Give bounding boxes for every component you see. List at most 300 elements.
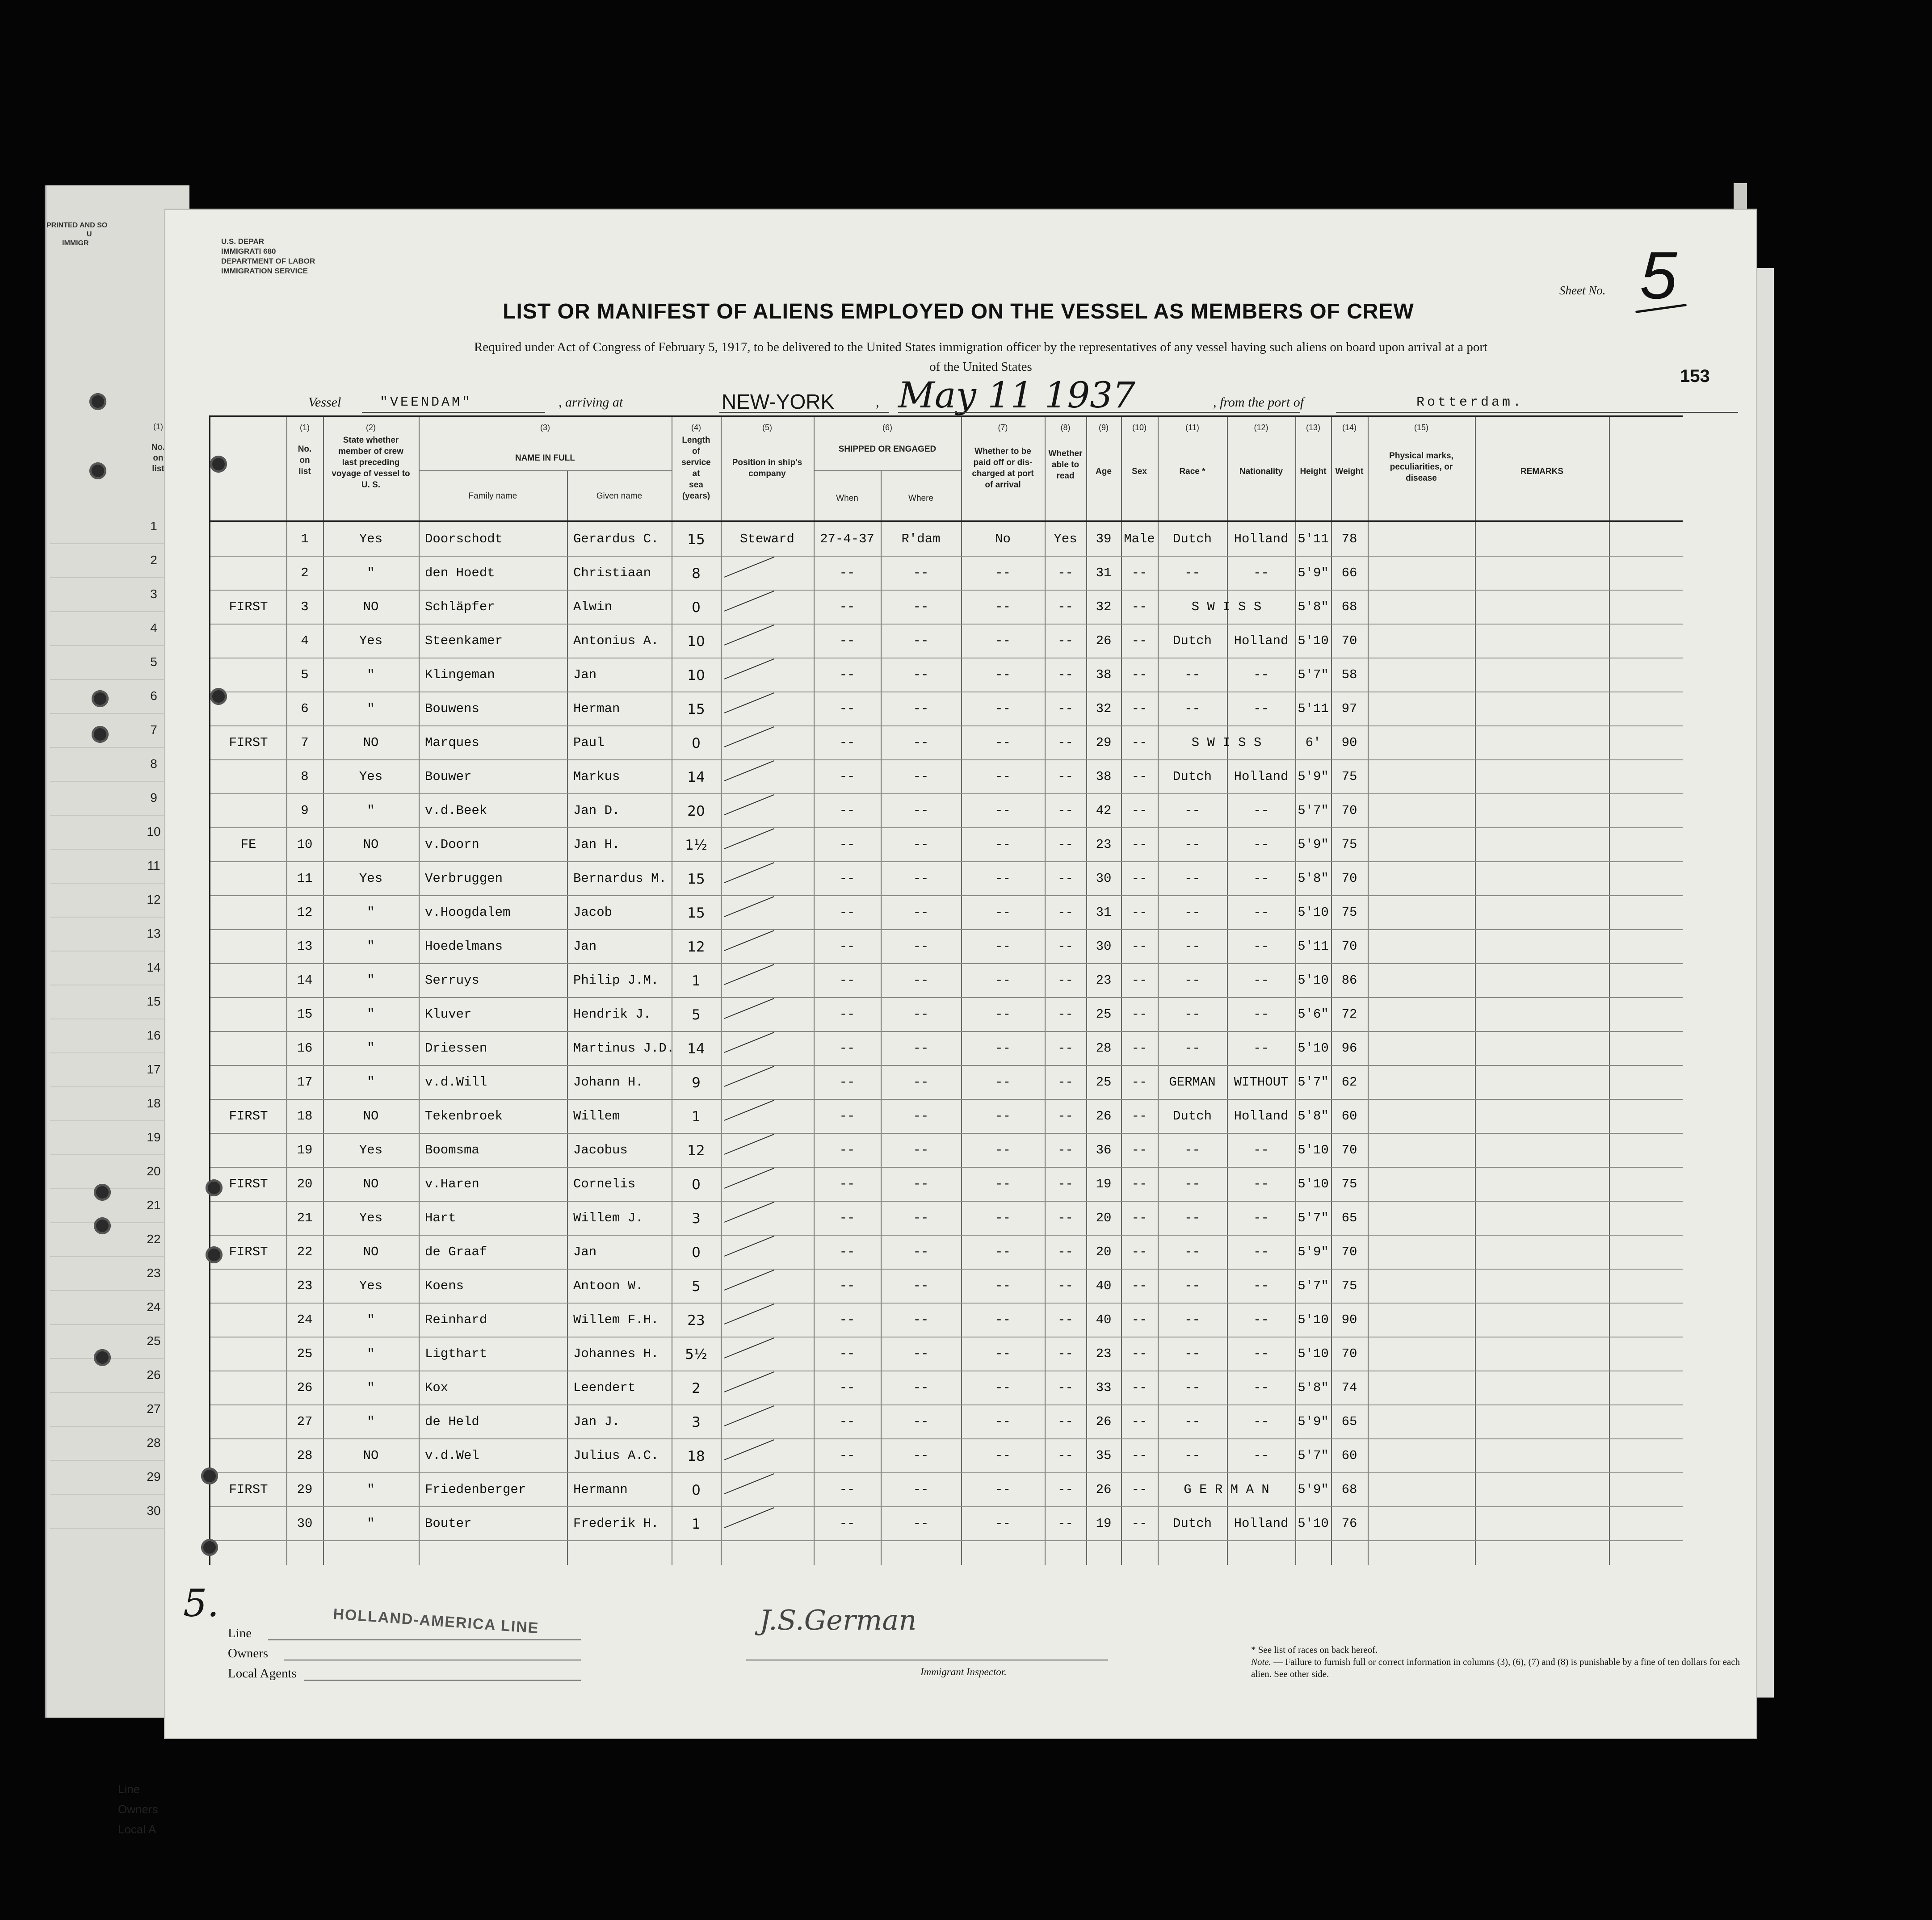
col-nationality: Nationality (1239, 467, 1283, 476)
cell-where: -- (913, 939, 929, 954)
cell-given: Cornelis (573, 1177, 636, 1191)
ditto-stroke (724, 1168, 774, 1189)
cell-read: -- (1058, 735, 1073, 750)
cell-ht: 5'10 (1298, 633, 1329, 648)
cell-ht: 5'9" (1298, 769, 1329, 784)
cell-sex: -- (1131, 973, 1147, 988)
cell-age: 40 (1096, 1279, 1112, 1293)
cell-sex: -- (1131, 735, 1147, 750)
cell-svc: 15 (687, 905, 705, 921)
cell-sex: -- (1131, 667, 1147, 682)
cell-ht: 5'8" (1298, 599, 1329, 614)
cell-nat: Holland (1234, 532, 1289, 546)
cell-when: -- (839, 939, 855, 954)
cell-when: -- (839, 1312, 855, 1327)
arrival-port-value: NEW-YORK (722, 390, 835, 413)
cell-prev: NO (363, 837, 379, 852)
cell-age: 30 (1096, 939, 1112, 954)
cell-race: -- (1184, 1143, 1200, 1157)
punch-hole (210, 688, 227, 705)
cell-svc: 15 (687, 701, 705, 717)
cell-sex: -- (1131, 1279, 1147, 1293)
cell-read: -- (1058, 566, 1073, 580)
cell-when: -- (839, 905, 855, 920)
cell-svc: 5 (692, 1007, 701, 1023)
ditto-stroke (724, 1100, 774, 1121)
cell-age: 26 (1096, 1482, 1112, 1497)
cell-age: 31 (1096, 566, 1112, 580)
cell-where: -- (913, 1414, 929, 1429)
cell-race: -- (1184, 871, 1200, 886)
cell-nat: -- (1253, 1143, 1269, 1157)
owners-label: Owners (228, 1646, 269, 1660)
cell-sex: -- (1131, 905, 1147, 920)
cell-nat: -- (1253, 1380, 1269, 1395)
cell-race: Dutch (1172, 769, 1212, 784)
cell-wt: 75 (1341, 769, 1357, 784)
cell-race: -- (1184, 905, 1200, 920)
ditto-stroke (724, 930, 774, 951)
cell-sex: Male (1124, 532, 1155, 546)
cell-family: Boomsma (425, 1143, 479, 1157)
cell-prev: " (367, 973, 375, 988)
cell-no: 9 (301, 803, 309, 818)
cell-race: -- (1184, 1177, 1200, 1191)
cell-sex: -- (1131, 837, 1147, 852)
cell-age: 42 (1096, 803, 1112, 818)
cell-paid: -- (995, 667, 1011, 682)
cell-svc: 9 (692, 1075, 701, 1091)
cell-sex: -- (1131, 1245, 1147, 1259)
under-row-number: 4 (150, 621, 157, 635)
cell-paid: -- (995, 905, 1011, 920)
cell-prev: " (367, 667, 375, 682)
cell-paid: -- (995, 1007, 1011, 1022)
port-underline (719, 412, 889, 413)
under-line-label: Line (118, 1782, 140, 1796)
cell-svc: 5½ (685, 1346, 707, 1362)
cell-wt: 60 (1341, 1109, 1357, 1123)
cell-sex: -- (1131, 1007, 1147, 1022)
cell-sex: -- (1131, 1177, 1147, 1191)
cell-read: -- (1058, 1448, 1073, 1463)
row-rule (210, 963, 1683, 964)
cell-when: -- (839, 1380, 855, 1395)
cell-where: -- (913, 599, 929, 614)
cell-paid: -- (995, 837, 1011, 852)
cell-race: -- (1184, 701, 1200, 716)
under-row-number: 20 (147, 1164, 161, 1178)
cell-read: Yes (1054, 532, 1077, 546)
row-rule (210, 1404, 1683, 1405)
cell-mark: FIRST (229, 599, 268, 614)
col-age: Age (1096, 467, 1112, 476)
cell-when: -- (839, 803, 855, 818)
cell-prev: " (367, 1482, 375, 1497)
under-row-number: 17 (147, 1062, 161, 1076)
row-rule (210, 1303, 1683, 1304)
cell-prev: NO (363, 735, 379, 750)
cell-age: 39 (1096, 532, 1112, 546)
cell-where: -- (913, 1007, 929, 1022)
cell-family: Driessen (425, 1041, 487, 1056)
col-name-in-full: NAME IN FULL (515, 453, 575, 463)
cell-wt: 75 (1341, 1279, 1357, 1293)
punch-hole (201, 1467, 218, 1484)
cell-given: Christiaan (573, 566, 651, 580)
cell-age: 33 (1096, 1380, 1112, 1395)
under-row-number: 5 (150, 655, 157, 669)
cell-nat: -- (1253, 973, 1269, 988)
footnote: * See list of races on back hereof. Note. — Failure to furnish full or correct information in columns (3), (6), (7) and (8) is punishable by a fine of ten dollars for each alien. See other side. (1251, 1644, 1740, 1679)
cell-race: -- (1184, 1448, 1200, 1463)
ditto-stroke (724, 557, 774, 578)
cell-sex: -- (1131, 1516, 1147, 1531)
row-rule (210, 556, 1683, 557)
cell-where: -- (913, 1279, 929, 1293)
under-agents-label: Local A (118, 1823, 156, 1836)
inspector-signature: J.S.German (760, 1604, 917, 1636)
cell-sex: -- (1131, 701, 1147, 716)
cell-paid: -- (995, 1143, 1011, 1157)
cell-given: Hendrik J. (573, 1007, 651, 1022)
col-remarks: REMARKS (1520, 467, 1564, 476)
cell-svc: 14 (687, 1041, 705, 1057)
cell-ht: 5'9" (1298, 1482, 1329, 1497)
cell-race: Dutch (1172, 633, 1212, 648)
cell-when: -- (839, 599, 855, 614)
vessel-label: Vessel (308, 395, 341, 410)
cell-ht: 6' (1305, 735, 1321, 750)
page-title: LIST OR MANIFEST OF ALIENS EMPLOYED ON THE VESSEL AS MEMBERS OF CREW (503, 300, 1414, 323)
cell-given: Johannes H. (573, 1346, 659, 1361)
cell-nat: -- (1253, 837, 1269, 852)
cell-paid: -- (995, 1245, 1011, 1259)
cell-nat: -- (1253, 667, 1269, 682)
cell-family: Doorschodt (425, 532, 503, 546)
cell-where: -- (913, 701, 929, 716)
cell-paid: -- (995, 871, 1011, 886)
cell-family: Ligthart (425, 1346, 487, 1361)
line-label: Line (228, 1626, 252, 1640)
cell-when: -- (839, 1414, 855, 1429)
cell-prev: Yes (359, 1211, 383, 1225)
cell-when: -- (839, 1177, 855, 1191)
cell-ht: 5'10 (1298, 1041, 1329, 1056)
punch-hole (92, 690, 109, 707)
cell-ht: 5'9" (1298, 566, 1329, 580)
cell-no: 16 (297, 1041, 313, 1056)
cell-race: -- (1184, 667, 1200, 682)
cell-paid: -- (995, 1041, 1011, 1056)
ditto-stroke (724, 1371, 774, 1392)
cell-family: v.d.Wel (425, 1448, 479, 1463)
cell-no: 12 (297, 905, 313, 920)
cell-no: 22 (297, 1245, 313, 1259)
col-sex: Sex (1132, 467, 1147, 476)
cell-ht: 5'7" (1298, 1211, 1329, 1225)
cell-no: 29 (297, 1482, 313, 1497)
cell-read: -- (1058, 973, 1073, 988)
cell-read: -- (1058, 667, 1073, 682)
cell-sex: -- (1131, 803, 1147, 818)
cell-where: -- (913, 1211, 929, 1225)
cell-age: 38 (1096, 667, 1112, 682)
cell-where: -- (913, 1312, 929, 1327)
ditto-stroke (724, 658, 774, 679)
cell-nat: -- (1253, 1211, 1269, 1225)
sheet-no-label: Sheet No. (1559, 284, 1606, 297)
cell-age: 29 (1096, 735, 1112, 750)
col-physical-marks: Physical marks, peculiarities, or disease (1389, 451, 1453, 483)
cell-family: v.Haren (425, 1177, 479, 1191)
cell-no: 24 (297, 1312, 313, 1327)
cell-nat: -- (1253, 1312, 1269, 1327)
ditto-stroke (724, 862, 774, 883)
cell-read: -- (1058, 803, 1073, 818)
cell-nat: Holland (1234, 769, 1289, 784)
under-row-number: 28 (147, 1436, 161, 1450)
cell-where: -- (913, 1109, 929, 1123)
under-row-number: 22 (147, 1232, 161, 1246)
cell-nat: -- (1253, 1041, 1269, 1056)
row-rule (210, 1438, 1683, 1439)
under-col-label: No. on list (151, 443, 165, 474)
cell-read: -- (1058, 1312, 1073, 1327)
cell-nat: -- (1253, 1279, 1269, 1293)
cell-given: Antoon W. (573, 1279, 643, 1293)
cell-age: 26 (1096, 1109, 1112, 1123)
cell-prev: " (367, 939, 375, 954)
cell-wt: 90 (1341, 1312, 1357, 1327)
cell-svc: 0 (692, 599, 701, 616)
cell-family: Steenkamer (425, 633, 503, 648)
cell-sex: -- (1131, 871, 1147, 886)
vessel-underline (362, 412, 545, 413)
cell-mark: FIRST (229, 735, 268, 750)
cell-read: -- (1058, 1007, 1073, 1022)
cell-given: Alwin (573, 599, 613, 614)
cell-where: -- (913, 1482, 929, 1497)
punch-hole (94, 1349, 111, 1366)
col-length-of-service: Length of service at sea (years) (681, 436, 711, 501)
requirement-text: Required under Act of Congress of February 5, 1917, to be delivered to the United States immigration officer by the representatives of any vessel having such aliens on board upon arrival at a port of the United States (474, 340, 1488, 374)
cell-prev: " (367, 1414, 375, 1429)
cell-ht: 5'11 (1298, 939, 1329, 954)
under-row-number: 11 (147, 859, 160, 872)
under-row-number: 18 (147, 1096, 161, 1110)
cell-paid: -- (995, 701, 1011, 716)
line-underline (268, 1639, 581, 1640)
cell-race: -- (1184, 837, 1200, 852)
cell-prev: NO (363, 1245, 379, 1259)
cell-when: -- (839, 1211, 855, 1225)
cell-race: -- (1184, 1245, 1200, 1259)
cell-race: Dutch (1172, 532, 1212, 546)
cell-race: -- (1184, 1007, 1200, 1022)
cell-when: -- (839, 1245, 855, 1259)
col-height: Height (1300, 467, 1327, 476)
cell-wt: 75 (1341, 837, 1357, 852)
cell-read: -- (1058, 837, 1073, 852)
cell-no: 3 (301, 599, 309, 614)
cell-nat: -- (1253, 939, 1269, 954)
from-port-label: , from the port of (1213, 395, 1304, 410)
ditto-stroke (724, 591, 774, 612)
cell-nat: -- (1253, 1346, 1269, 1361)
under-row-number: 10 (147, 825, 161, 838)
cell-svc: 10 (687, 667, 705, 683)
ditto-stroke (724, 1473, 774, 1494)
cell-where: -- (913, 837, 929, 852)
ditto-stroke (724, 726, 774, 747)
cell-no: 10 (297, 837, 313, 852)
cell-svc: 12 (687, 1143, 705, 1159)
under-row-number: 16 (147, 1028, 161, 1042)
cell-race: -- (1184, 1346, 1200, 1361)
agents-underline (304, 1680, 581, 1681)
cell-no: 27 (297, 1414, 313, 1429)
under-row-number: 3 (150, 587, 157, 601)
cell-race: -- (1184, 1211, 1200, 1225)
cell-no: 15 (297, 1007, 313, 1022)
row-rule (210, 725, 1683, 726)
ditto-stroke (724, 760, 774, 781)
cell-given: Jan (573, 667, 597, 682)
cell-sex: -- (1131, 1414, 1147, 1429)
cell-read: -- (1058, 769, 1073, 784)
cell-where: -- (913, 1346, 929, 1361)
cell-svc: 1 (692, 1516, 701, 1532)
cell-prev: Yes (359, 633, 383, 648)
cell-sex: -- (1131, 1312, 1147, 1327)
cell-given: Martinus J.D. (573, 1041, 675, 1056)
cell-nat: Holland (1234, 1109, 1289, 1123)
cell-family: Friedenberger (425, 1482, 526, 1497)
cell-sex: -- (1131, 1109, 1147, 1123)
cell-ht: 5'10 (1298, 973, 1329, 988)
row-rule (210, 1167, 1683, 1168)
under-row-number: 29 (147, 1470, 161, 1484)
cell-family: Klingeman (425, 667, 495, 682)
cell-wt: 65 (1341, 1211, 1357, 1225)
cell-where: -- (913, 735, 929, 750)
cell-sex: -- (1131, 769, 1147, 784)
cell-when: -- (839, 667, 855, 682)
cell-wt: 70 (1341, 803, 1357, 818)
cell-where: -- (913, 973, 929, 988)
cell-paid: -- (995, 1516, 1011, 1531)
cell-given: Willem F.H. (573, 1312, 659, 1327)
cell-given: Julius A.C. (573, 1448, 659, 1463)
cell-when: -- (839, 973, 855, 988)
cell-given: Jan H. (573, 837, 620, 852)
cell-age: 40 (1096, 1312, 1112, 1327)
cell-age: 35 (1096, 1448, 1112, 1463)
cell-svc: 0 (692, 1245, 701, 1261)
cell-when: -- (839, 1448, 855, 1463)
cell-when: -- (839, 1143, 855, 1157)
cell-svc: 3 (692, 1414, 701, 1430)
cell-prev: Yes (359, 1279, 383, 1293)
cell-family: Bouwens (425, 701, 479, 716)
cell-wt: 96 (1341, 1041, 1357, 1056)
cell-prev: " (367, 1346, 375, 1361)
col-shipped-when: When (836, 494, 858, 503)
cell-prev: NO (363, 1177, 379, 1191)
cell-where: -- (913, 1075, 929, 1090)
cell-prev: " (367, 1007, 375, 1022)
cell-where: -- (913, 1380, 929, 1395)
under-row-number: 8 (150, 757, 157, 771)
cell-paid: -- (995, 1346, 1011, 1361)
cell-nat: -- (1253, 1448, 1269, 1463)
local-agents-label: Local Agents (228, 1666, 297, 1681)
punch-hole (206, 1179, 223, 1196)
col-able-to-read: Whether able to read (1048, 449, 1083, 481)
cell-svc: 15 (687, 871, 705, 887)
cell-wt: 90 (1341, 735, 1357, 750)
cell-family: Verbruggen (425, 871, 503, 886)
col-no-on-list: No. on list (298, 444, 312, 476)
cell-ht: 5'10 (1298, 1177, 1329, 1191)
cell-read: -- (1058, 1211, 1073, 1225)
punch-hole (201, 1539, 218, 1556)
col-previous-voyage: State whether member of crew last preceding voyage of vessel to U. S. (332, 436, 410, 490)
punch-hole (210, 456, 227, 473)
col-race: Race * (1179, 467, 1205, 476)
printed-dept-block: U.S. DEPAR IMMIGRATI 680 DEPARTMENT OF LABOR IMMIGRATION SERVICE (221, 237, 315, 275)
cell-no: 25 (297, 1346, 313, 1361)
under-row-number: 9 (150, 791, 157, 805)
cell-family: Marques (425, 735, 479, 750)
cell-paid: -- (995, 1380, 1011, 1395)
cell-read: -- (1058, 1482, 1073, 1497)
cell-no: 2 (301, 566, 309, 580)
cell-ht: 5'8" (1298, 1109, 1329, 1123)
cell-nat: -- (1253, 1177, 1269, 1191)
cell-sex: -- (1131, 1448, 1147, 1463)
cell-no: 23 (297, 1279, 313, 1293)
row-rule (210, 997, 1683, 998)
cell-wt: 68 (1341, 599, 1357, 614)
cell-wt: 58 (1341, 667, 1357, 682)
ditto-stroke (724, 1304, 774, 1325)
cell-no: 8 (301, 769, 309, 784)
cell-nat: -- (1253, 566, 1269, 580)
cell-wt: 72 (1341, 1007, 1357, 1022)
cell-age: 32 (1096, 701, 1112, 716)
ditto-stroke (724, 1032, 774, 1053)
cell-no: 11 (297, 871, 313, 886)
cell-nat: -- (1253, 1007, 1269, 1022)
cell-prev: NO (363, 1109, 379, 1123)
row-rule (210, 1506, 1683, 1507)
cell-race: -- (1184, 1312, 1200, 1327)
cell-sex: -- (1131, 633, 1147, 648)
cell-age: 31 (1096, 905, 1112, 920)
under-row-number: 25 (147, 1334, 161, 1348)
punch-hole (206, 1246, 223, 1263)
row-rule (210, 929, 1683, 930)
arrival-date-value: May 11 1937 (898, 374, 1136, 416)
cell-paid: -- (995, 599, 1011, 614)
under-row-number: 30 (147, 1504, 161, 1518)
cell-ht: 5'11 (1298, 701, 1329, 716)
cell-given: Jacobus (573, 1143, 628, 1157)
cell-age: 30 (1096, 871, 1112, 886)
cell-family: Bouwer (425, 769, 472, 784)
